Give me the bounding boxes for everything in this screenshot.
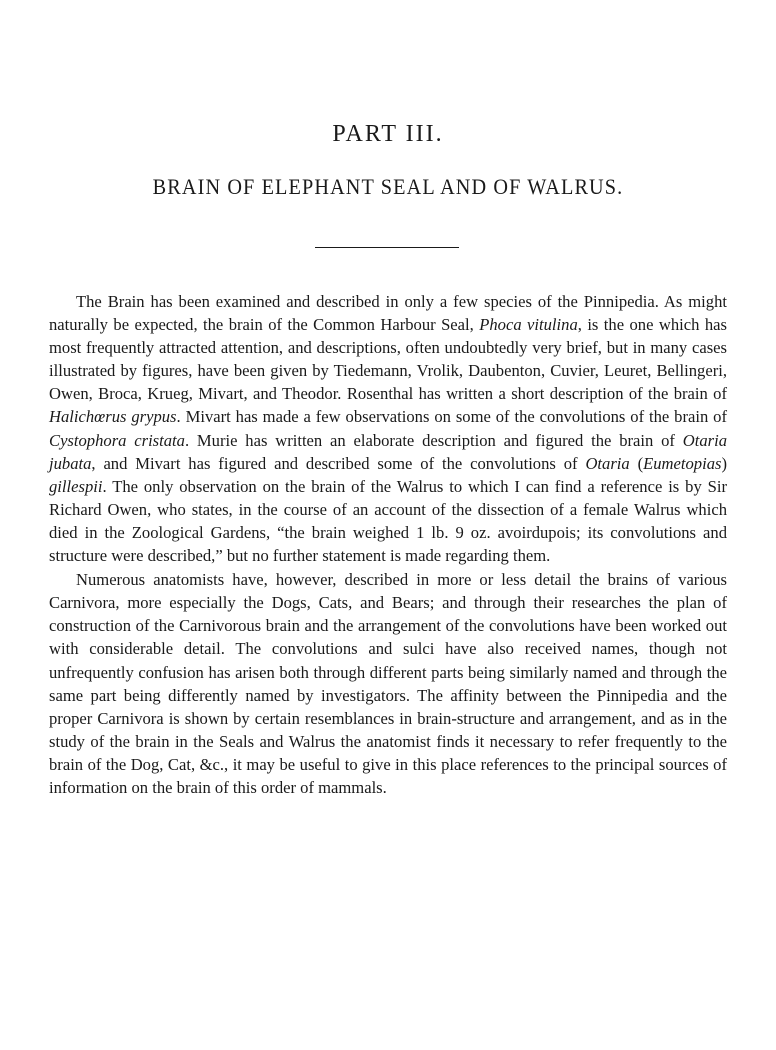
species-name: Otaria jubata [49, 430, 728, 473]
body-text [49, 290, 727, 799]
species-name: gillespii [49, 476, 103, 496]
text-segment: . Murie has written an elaborate description and figured the brain of [184, 430, 683, 450]
part-heading: PART III. [332, 121, 444, 147]
paragraph-2 [49, 568, 727, 799]
text-segment: The Brain has been examined and described in only a few species of the Pinnipedia. As might naturally be expected, the brain of the Common Harbour Seal, [49, 292, 727, 335]
subgenus-name: Eumetopias [643, 453, 722, 473]
text-segment: , is the one which has most frequently attracted attention, and descriptions, often undoubtedly very brief, but in many cases illustrated by figures, have been given by Tiedemann, Vrolik, Daubenton, Cuvier, Leuret, Bellingeri, Owen, Broca, Krueg, Mivart, and Theodor. Rosenthal has written a short description of the brain of [49, 315, 727, 404]
text-segment: ) [721, 453, 727, 473]
species-name: Cystophora cristata [49, 430, 185, 450]
chapter-title: BRAIN OF ELEPHANT SEAL AND OF WALRUS. [152, 174, 624, 199]
text-segment: , and Mivart has figured and described some of the convolutions of [91, 453, 586, 473]
text-segment: ( [629, 453, 644, 473]
text-segment: . Mivart has made a few observations on some of the convolutions of the brain of [176, 407, 728, 427]
genus-name: Otaria [585, 453, 630, 473]
title-divider [315, 247, 459, 248]
text-segment: Numerous anatomists have, however, described in more or less detail the brains of various Carnivora, more especially the Dogs, Cats, and Bears; and through their researches the plan of construction of the Carnivorous brain and the arrangement of the convolutions have been worked out with considerable detail. The convolutions and sulci have also received names, though not unfrequently confusion has arisen both through different parts being similarly named and through the same part being differently named by investigators. The affinity between the Pinnipedia and the proper Carnivora is shown by certain resemblances in brain-structure and arrangement, and as in the study of the brain in the Seals and Walrus the anatomist finds it necessary to refer frequently to the brain of the Dog, Cat, &c., it may be useful to give in this place references to the principal sources of information on the brain of this order of mammals. [49, 570, 727, 797]
paragraph-1 [49, 290, 727, 567]
text-segment: . The only observation on the brain of the Walrus to which I can find a reference is by Sir Richard Owen, who states, in the course of an account of the dissection of a female Walrus which died in the Zoological Gardens, “the brain weighed 1 lb. 9 oz. avoirdupois; its convolutions and structure were described,” but no further statement is made regarding them. [49, 476, 727, 566]
species-name: Phoca vitulina [479, 315, 578, 335]
species-name: Halichœrus grypus [49, 407, 177, 427]
